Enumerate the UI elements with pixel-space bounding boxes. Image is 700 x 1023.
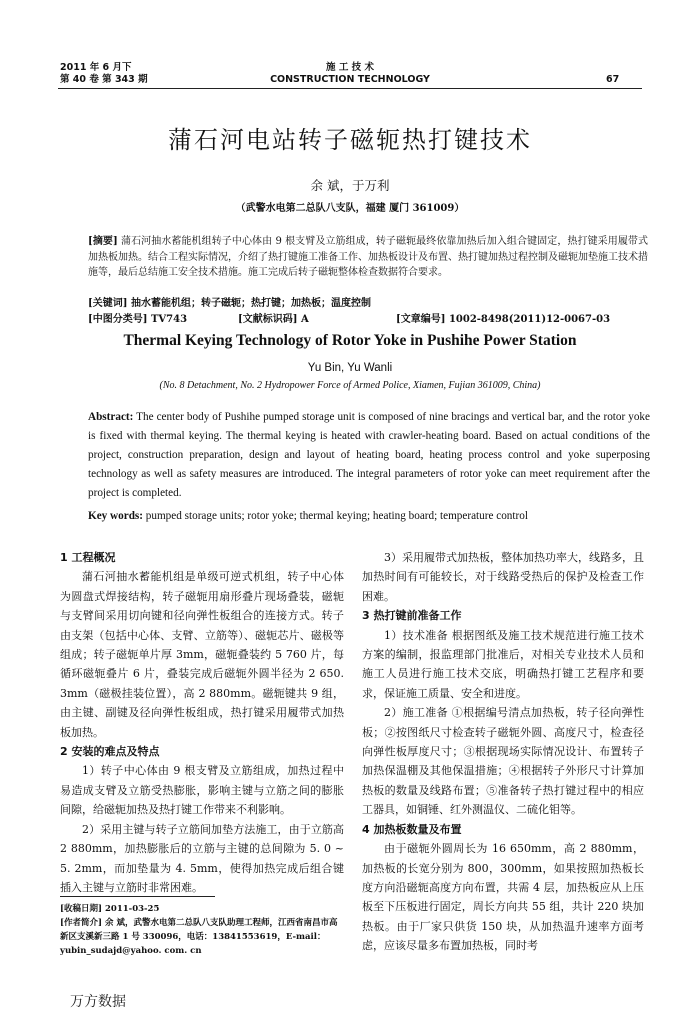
body-column-right: [362, 548, 644, 956]
authors-cn: 余 斌，于万利: [310, 178, 390, 193]
footnote-author-bio: [60, 916, 344, 958]
received-label: [收稿日期]: [60, 904, 103, 914]
bio-label: [作者简介]: [60, 918, 103, 928]
abstract-en: [88, 408, 650, 503]
paragraph: 1）转子中心体由 9 根支臂及立筋组成，加热过程中易造成支臂及立筋受热膨胀，影响主键与立筋之间的膨胀间隙，给磁轭加热及热打键工作带来不利影响。: [60, 764, 344, 817]
keywords-en-text: pumped storage units; rotor yoke; thermal keying; heating board; temperature control: [145, 510, 528, 522]
paragraph: 蒲石河抽水蓄能机组是单级可逆式机组，转子中心体为圆盘式焊接结构，转子磁轭用扇形叠片现场叠装，磁轭与支臂间采用切向键和径向弹性板组合的连接方式。转子由支架（包括中心体、支臂、立筋等）、磁轭芯片、磁极等组成；转子磁轭单片厚 3mm，磁轭叠装约 5 760 片，每循环磁轭叠片 6 片，叠装完成后磁轭外圆半径为 2 650. 3mm（磁极挂装位置），高 2 880mm。磁轭键共 9 组，由主键、副键及径向弹性板组成，热打键采用履带式加热板加热。: [60, 570, 344, 739]
keywords-cn-label: [关键词]: [88, 298, 128, 309]
watermark: 万方数据: [70, 994, 126, 1010]
affiliation-cn: （武警水电第二总队八支队，福建 厦门 361009）: [235, 203, 465, 214]
header-journal: [0, 62, 700, 86]
page-number: 67: [606, 74, 620, 85]
paragraph: 2）采用主键与转子立筋间加垫方法施工，由于立筋高 2 880mm，加热膨胀后的立筋与主键的总间隙为 5. 0 ~ 5. 2mm，而加垫量为 4. 5mm，使得加热完成后组合键插入主键与立筋时非常困难。: [60, 822, 344, 894]
footnote: [60, 902, 344, 958]
section-heading-1: 1 工程概况: [60, 551, 116, 564]
article-number-value: 1002-8498(2011)12-0067-03: [448, 314, 611, 325]
paper-title-cn: 蒲石河电站转子磁轭热打键技术: [168, 126, 532, 154]
abstract-cn: [88, 234, 648, 281]
doc-code-value: A: [300, 314, 309, 325]
section-heading-2: 2 安装的难点及特点: [60, 745, 160, 759]
journal-title-en: CONSTRUCTION TECHNOLOGY: [270, 74, 430, 85]
abstract-en-text: The center body of Pushihe pumped storage unit is composed of nine bracings and vertical bar, and the rotor yoke is fixed with thermal keying. The thermal keying is heated with crawler-heating board. Based on actual conditions of the project, construction preparation, design and layout of heating board, heating process control and yoke superposing technology as well as safety measures are introduced. The integral parameters of rotor yoke can meet requirement after the project is completed.: [88, 411, 650, 499]
doc-code-label: [文献标识码]: [238, 314, 298, 325]
abstract-cn-text: 蒲石河抽水蓄能机组转子中心体由 9 根支臂及立筋组成，转子磁轭最终依靠加热后加入组合键固定，热打键采用履带式加热板加热。结合工程实际情况，介绍了热打键施工准备工作、加热板设计及布置、热打键加热过程控制及磁轭加垫施工技术措施等，最后总结施工安全技术措施。施工完成后转子磁轭整体检查数据符合要求。: [88, 236, 648, 279]
keywords-cn-text: 抽水蓄能机组；转子磁轭；热打键；加热板；温度控制: [130, 298, 371, 309]
keywords-en-label: Key words:: [88, 510, 143, 522]
footnote-received: [60, 902, 344, 916]
paper-title-en: Thermal Keying Technology of Rotor Yoke in Pushihe Power Station: [123, 332, 577, 349]
bio-text: 余 斌，武警水电第二总队八支队助理工程师，江西省南昌市高新区支溪新三路 1 号 330096，电话：13841553619，E-mail：yubin_sudajd@yahoo. com. cn: [60, 918, 338, 956]
keywords-en: [88, 510, 650, 522]
document-code: [238, 310, 309, 325]
section-heading-4: 4 加热板数量及布置: [362, 822, 462, 836]
received-date: 2011-03-25: [105, 904, 160, 914]
paragraph: 2）施工准备 ①根据编号清点加热板，转子径向弹性板；②按图纸尺寸检查转子磁轭外圆、高度尺寸，检查径向弹性板厚度尺寸；③根据现场实际情况设计、布置转子加热保温棚及其他保温措施；④根据转子外形尺寸计算加热板的数量及线路布置；⑤准备转子热打键过程中的相应工器具，如铜锤、红外测温仪、二硫化钼等。: [362, 706, 644, 817]
clc-label: [中图分类号]: [88, 314, 148, 325]
section-heading-3: 3 热打键前准备工作: [362, 609, 462, 623]
keywords-cn: [88, 294, 648, 309]
affiliation-en: (No. 8 Detachment, No. 2 Hydropower Force of Armed Police, Xiamen, Fujian 361009, China): [159, 380, 541, 391]
abstract-cn-label: [摘要]: [88, 236, 118, 247]
clc-value: TV743: [150, 314, 188, 325]
authors-en: Yu Bin, Yu Wanli: [307, 362, 393, 374]
footnote-divider: [60, 896, 215, 897]
header-date: 2011 年 6 月下: [60, 62, 132, 73]
header-divider: [58, 88, 642, 89]
article-number-label: [文章编号]: [396, 314, 446, 325]
article-number: [396, 310, 610, 325]
abstract-en-label: Abstract:: [88, 411, 134, 423]
clc-number: [88, 310, 187, 325]
journal-title-cn: 施 工 技 术: [326, 62, 374, 73]
body-column-left: [60, 548, 344, 897]
paragraph: 1）技术准备 根据图纸及施工技术规范进行施工技术方案的编制，报监理部门批准后，对相关专业技术人员和施工人员进行施工技术交底，明确热打键工艺程序和要求，保证施工质量、安全和进度。: [362, 628, 644, 700]
paragraph: 3）采用履带式加热板，整体加热功率大，线路多，且加热时间有可能较长，对于线路受热后的保护及检查工作困难。: [362, 551, 644, 603]
paragraph: 由于磁轭外圆周长为 16 650mm，高 2 880mm，加热板的长宽分别为 800，300mm，如果按照加热板长度方向沿磁轭高度方向布置，共需 4 层，加热板应从上压板至下压板进行固定，周长方向共 55 组，共计 220 块加热板。由于厂家只供货 150 块，从加热温升速率方面考虑，应该尽量多布置加热板，同时考: [362, 842, 644, 953]
header-volume: 第 40 卷 第 343 期: [60, 74, 148, 85]
